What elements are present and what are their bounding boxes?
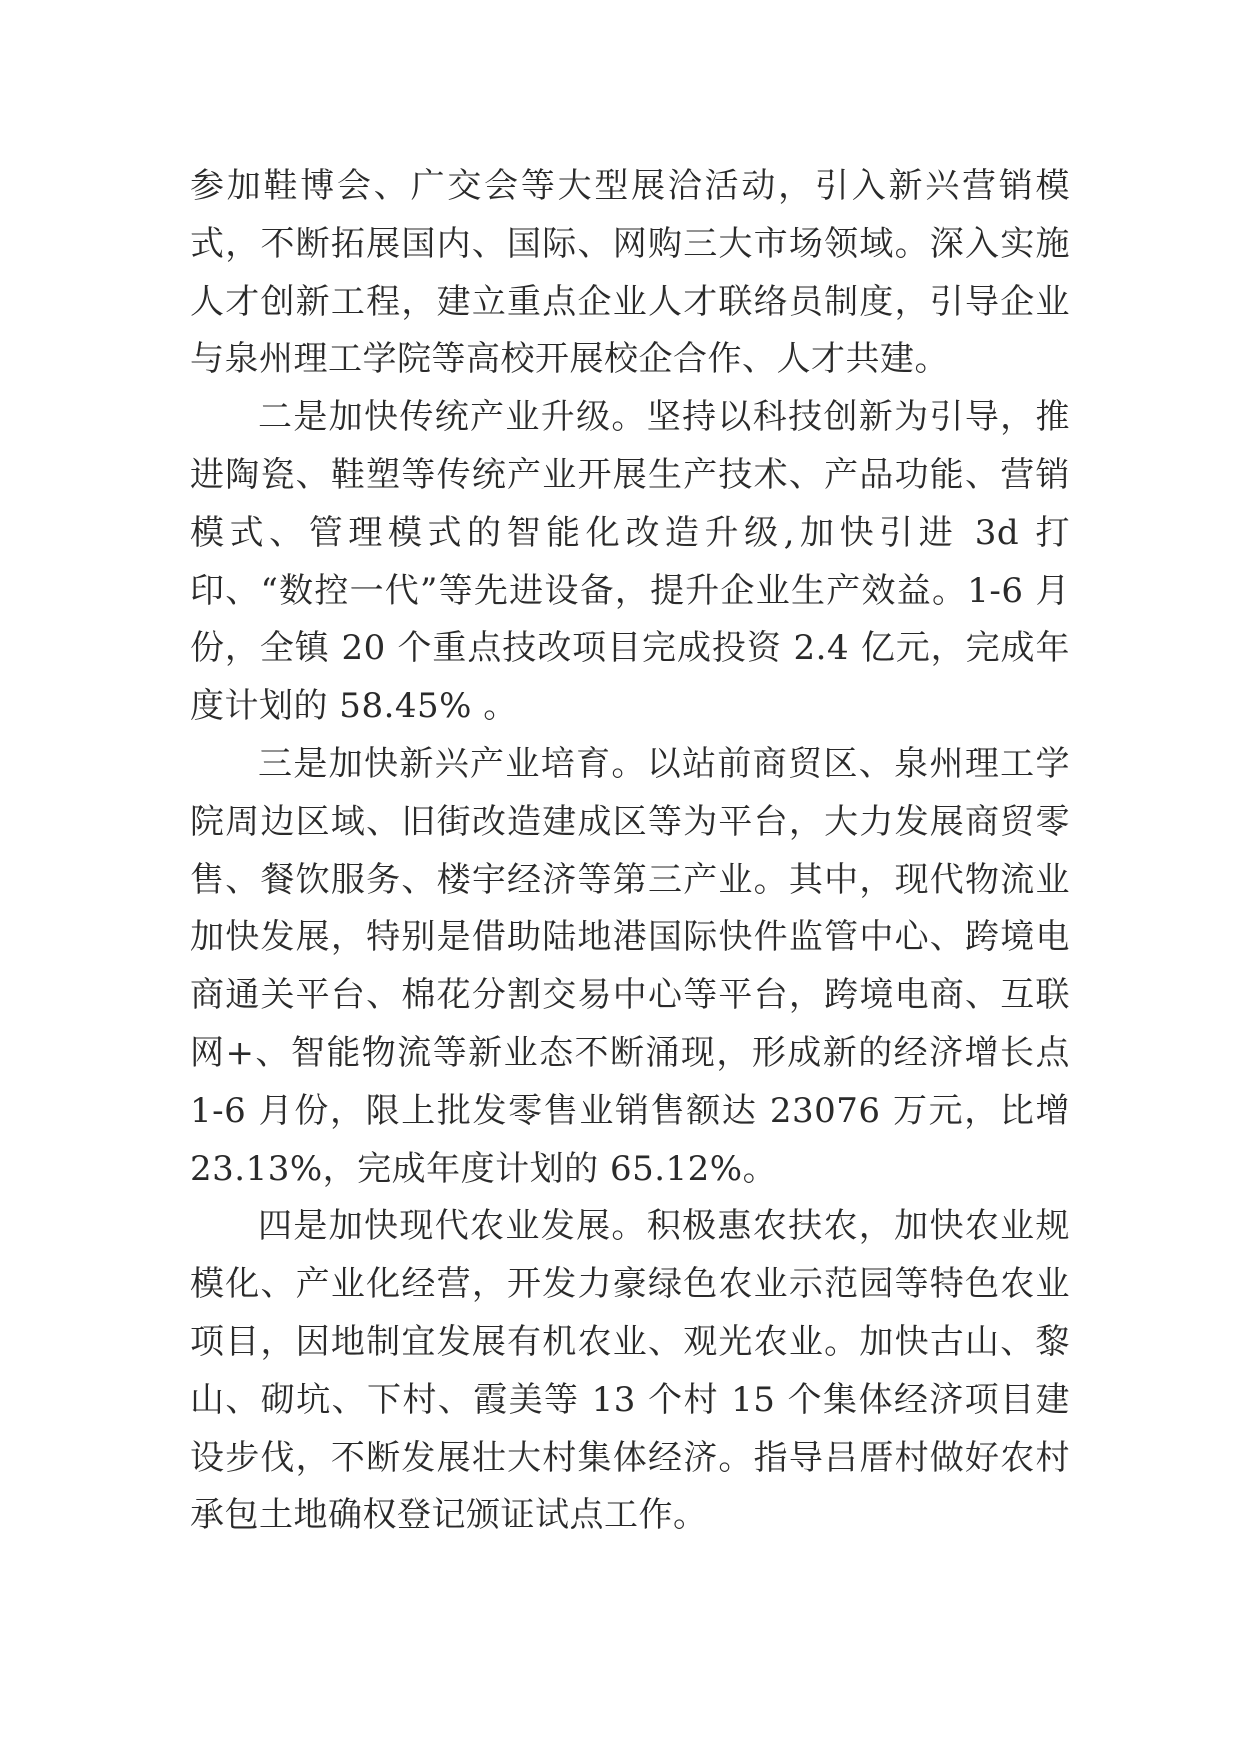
document-body (190, 158, 1070, 1545)
paragraph-traditional-industry: 二是加快传统产业升级。坚持以科技创新为引导，推进陶瓷、鞋塑等传统产业开展生产技术、产品功能、营销模式、管理模式的智能化改造升级,加快引进 3d 打印、“数控一代”等先进设备，提升企业生产效益。1-6 月份，全镇 20 个重点技改项目完成投资 2.4 亿元，完成年度计划的 58.45% 。 (190, 397, 1070, 727)
paragraph-emerging-industry: 三是加快新兴产业培育。以站前商贸区、泉州理工学院周边区域、旧街改造建成区等为平台，大力发展商贸零售、餐饮服务、楼宇经济等第三产业。其中，现代物流业加快发展，特别是借助陆地港国际快件监管中心、跨境电商通关平台、棉花分割交易中心等平台，跨境电商、互联网+、智能物流等新业态不断涌现，形成新的经济增长点 1-6 月份，限上批发零售业销售额达 23076 万元，比增 23.13%，完成年度计划的 65.12%。 (190, 743, 1070, 1189)
paragraph-continuation: 参加鞋博会、广交会等大型展洽活动，引入新兴营销模式，不断拓展国内、国际、网购三大市场领域。深入实施人才创新工程，建立重点企业人才联络员制度，引导企业与泉州理工学院等高校开展校企合作、人才共建。 (190, 166, 1070, 380)
paragraph-modern-agriculture: 四是加快现代农业发展。积极惠农扶农，加快农业规模化、产业化经营，开发力豪绿色农业示范园等特色农业项目，因地制宜发展有机农业、观光农业。加快古山、黎山、砌坑、下村、霞美等 13 个村 15 个集体经济项目建设步伐，不断发展壮大村集体经济。指导吕厝村做好农村承包土地确权登记颁证试点工作。 (190, 1206, 1070, 1536)
